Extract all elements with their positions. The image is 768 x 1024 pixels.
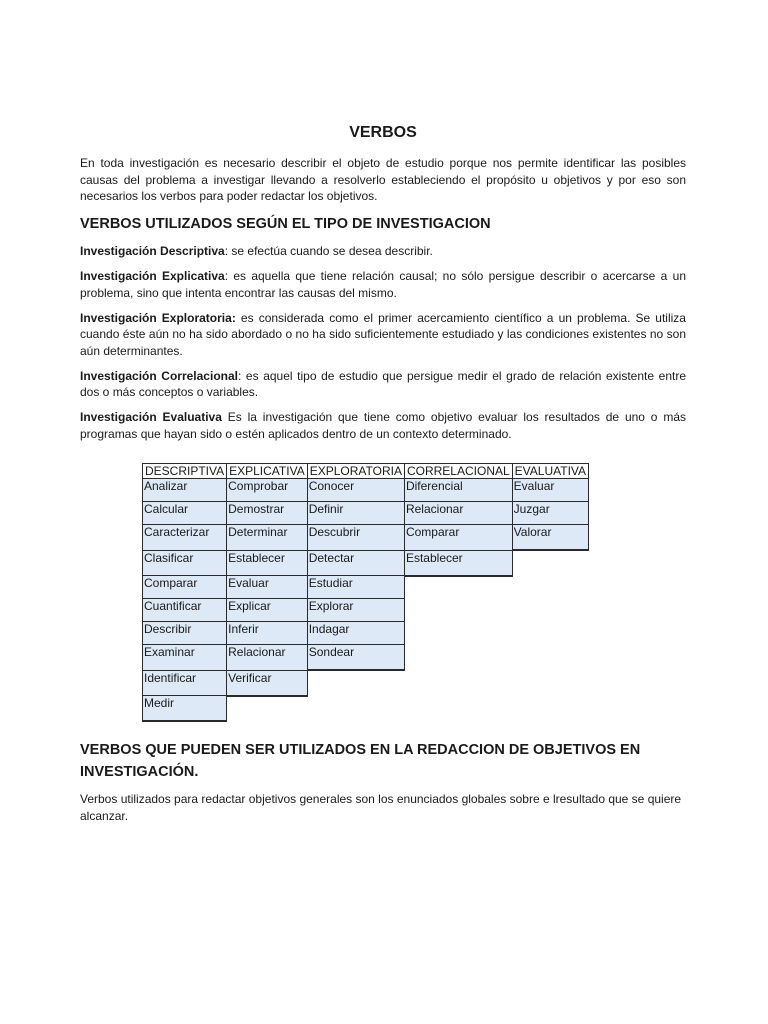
type-term: Investigación Explicativa	[80, 269, 225, 283]
header-explicativa: EXPLICATIVA	[227, 464, 308, 479]
table-cell: Establecer	[404, 550, 512, 576]
type-descriptiva	[80, 243, 686, 260]
header-descriptiva: DESCRIPTIVA	[143, 464, 227, 479]
header-exploratoria: EXPLORATORIA	[307, 464, 404, 479]
table-cell	[307, 696, 404, 722]
type-term: Investigación Exploratoria:	[80, 310, 236, 325]
table-cell: Valorar	[512, 525, 588, 551]
type-text: Es la investigación que tiene como objetivo evaluar los resultados de uno o más programas que hayan sido o estén aplicados dentro de un contexto determinado.	[80, 410, 686, 441]
type-explicativa	[80, 268, 686, 301]
header-evaluativa: EVALUATIVA	[512, 464, 588, 479]
table-cell	[512, 622, 588, 645]
table-cell: Indagar	[307, 622, 404, 645]
table-cell: Explorar	[307, 599, 404, 622]
type-term: Investigación Correlacional	[80, 368, 238, 383]
table-cell	[227, 696, 308, 722]
table-cell: Conocer	[307, 479, 404, 502]
table-cell: Sondear	[307, 645, 404, 671]
table-cell: Definir	[307, 502, 404, 525]
table-cell	[404, 645, 512, 671]
table-cell: Explicar	[227, 599, 308, 622]
table-cell	[404, 670, 512, 696]
table-body	[143, 479, 589, 722]
type-text: : es aquella que tiene relación causal; no sólo persigue describir o acercarse a un problema, sino que intenta encontrar las causas del mismo.	[80, 269, 686, 300]
table-cell	[512, 670, 588, 696]
table-cell: Establecer	[227, 550, 308, 576]
table-cell: Clasificar	[143, 550, 227, 576]
type-correlacional	[80, 368, 686, 401]
header-correlacional: CORRELACIONAL	[404, 464, 512, 479]
table-row	[143, 645, 589, 671]
table-cell	[404, 599, 512, 622]
table-cell: Verificar	[227, 670, 308, 696]
table-cell	[307, 670, 404, 696]
table-cell: Detectar	[307, 550, 404, 576]
table-cell: Calcular	[143, 502, 227, 525]
table-cell: Juzgar	[512, 502, 588, 525]
table-cell: Evaluar	[512, 479, 588, 502]
table-cell	[512, 696, 588, 722]
table-cell: Describir	[143, 622, 227, 645]
section-heading-objectives: VERBOS QUE PUEDEN SER UTILIZADOS EN LA REDACCION DE OBJETIVOS EN INVESTIGACIÓN.	[80, 742, 641, 780]
table-cell	[512, 550, 588, 576]
table-cell: Descubrir	[307, 525, 404, 551]
table-cell: Relacionar	[404, 502, 512, 525]
outro-paragraph: Verbos utilizados para redactar objetivos generales son los enunciados globales sobre e lresultado que se quiere alcanzar.	[80, 792, 682, 823]
table-row	[143, 670, 589, 696]
table-row	[143, 622, 589, 645]
table-cell: Demostrar	[227, 502, 308, 525]
type-text: es considerada como el primer acercamiento científico a un problema. Se utiliza cuando éste aún no ha sido abordado o no ha sido suficientemente estudiado y las condiciones existentes no son aún determinantes.	[80, 310, 686, 358]
table-cell: Diferencial	[404, 479, 512, 502]
table-cell: Estudiar	[307, 576, 404, 599]
table-cell	[512, 645, 588, 671]
section-heading-types: VERBOS UTILIZADOS SEGÚN EL TIPO DE INVESTIGACION	[80, 216, 491, 232]
table-cell	[404, 696, 512, 722]
table-row	[143, 550, 589, 576]
table-row	[143, 502, 589, 525]
table-row	[143, 525, 589, 551]
type-text: : se efectúa cuando se desea describir.	[224, 244, 433, 258]
investigation-types	[80, 243, 686, 451]
table-cell: Comprobar	[227, 479, 308, 502]
table-row	[143, 696, 589, 722]
table-cell: Caracterizar	[143, 525, 227, 551]
table-row	[143, 576, 589, 599]
table-cell: Examinar	[143, 645, 227, 671]
type-evaluativa	[80, 409, 686, 442]
table-cell: Comparar	[143, 576, 227, 599]
table-cell: Cuantificar	[143, 599, 227, 622]
table-cell	[512, 599, 588, 622]
table-cell	[404, 576, 512, 599]
table-cell	[404, 622, 512, 645]
type-term: Investigación Descriptiva	[80, 244, 225, 258]
table-cell: Determinar	[227, 525, 308, 551]
table-cell: Analizar	[143, 479, 227, 502]
verbs-table	[142, 463, 589, 722]
table-cell: Medir	[143, 696, 227, 722]
table-cell: Comparar	[404, 525, 512, 551]
type-text: : es aquel tipo de estudio que persigue medir el grado de relación existente entre dos o más conceptos o variables.	[80, 368, 686, 399]
table-cell: Relacionar	[227, 645, 308, 671]
table-cell: Inferir	[227, 622, 308, 645]
document-title: VERBOS	[349, 124, 417, 141]
table-cell: Identificar	[143, 670, 227, 696]
table-cell: Evaluar	[227, 576, 308, 599]
table-row	[143, 479, 589, 502]
type-exploratoria	[80, 310, 686, 360]
intro-paragraph: En toda investigación es necesario describir el objeto de estudio porque nos permite identificar las posibles causas del problema a investigar llevando a resolverlo estableciendo el propósito u objetivos y por eso son necesarios los verbos para poder redactar los objetivos.	[80, 156, 686, 203]
type-term: Investigación Evaluativa	[80, 410, 222, 424]
table-row	[143, 599, 589, 622]
table-cell	[512, 576, 588, 599]
table-header-row	[143, 464, 589, 479]
